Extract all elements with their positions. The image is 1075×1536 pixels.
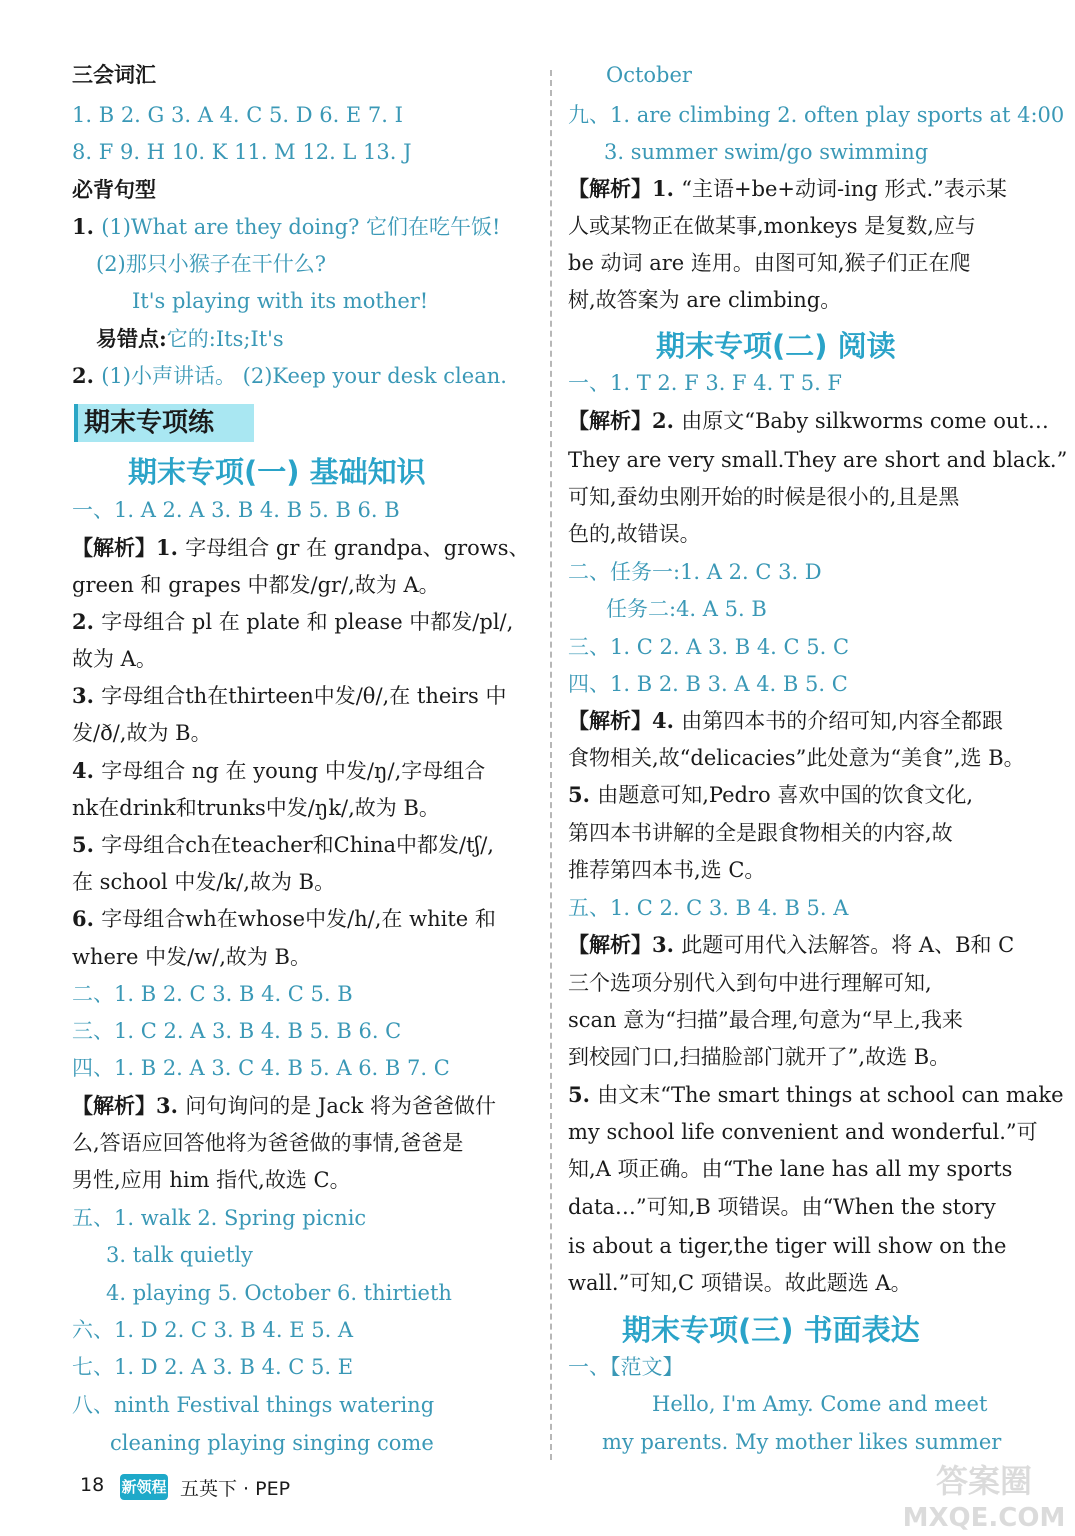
text-segment: scan 意为“扫描”最合理,句意为“早上,我来 <box>568 1008 963 1032</box>
text-line <box>96 251 326 277</box>
text-segment: They are very small.They are short and black.” <box>568 448 1068 472</box>
text-line <box>106 1242 253 1268</box>
text-line <box>72 1392 434 1418</box>
text-segment: 字母组合 gr 在 grandpa、grows、 <box>185 536 530 560</box>
text-line <box>72 572 440 598</box>
text-segment: 由文末“The smart things at school can make <box>597 1083 1064 1107</box>
text-segment: (1)What are they doing? 它们在吃午饭! <box>101 215 501 239</box>
text-segment: green 和 grapes 中都发/gr/,故为 A。 <box>72 573 440 597</box>
text-segment: 五、1. C 2. C 3. B 4. B 5. A <box>568 896 849 920</box>
text-segment: 字母组合 pl 在 plate 和 please 中都发/pl/, <box>101 610 514 634</box>
watermark-logo <box>898 1456 1070 1534</box>
text-segment: 6. <box>72 906 102 931</box>
text-line <box>72 832 494 858</box>
text-segment: 3. summer swim/go swimming <box>604 140 929 164</box>
text-segment: 问句询问的是 Jack 将为爸爸做什 <box>185 1094 497 1118</box>
text-segment: 2. <box>72 363 102 388</box>
text-segment: (1)小声讲话。 (2)Keep your desk clean. <box>101 364 507 388</box>
text-segment: 四、1. B 2. A 3. C 4. B 5. A 6. B 7. C <box>72 1056 450 1080</box>
text-segment: 故为 A。 <box>72 647 157 671</box>
text-line <box>568 1007 963 1033</box>
text-segment: my parents. My mother likes summer <box>602 1430 1002 1454</box>
text-line <box>568 1082 1064 1108</box>
text-line <box>568 1044 950 1070</box>
text-segment: 色的,故错误。 <box>568 522 701 546</box>
section-title-reading: 期末专项(二) 阅读 <box>656 329 896 363</box>
section-title-writing: 期末专项(三) 书面表达 <box>622 1313 920 1347</box>
text-line <box>72 1055 450 1081</box>
text-line <box>568 521 701 547</box>
text-segment: 必背句型 <box>72 177 156 202</box>
text-segment: 4. <box>72 758 102 783</box>
text-line <box>568 1354 684 1380</box>
text-line <box>568 634 849 660</box>
text-segment: 4. playing 5. October 6. thirtieth <box>106 1281 452 1305</box>
text-segment: 四、1. B 2. B 3. A 4. B 5. C <box>568 672 848 696</box>
section-title-basic: 期末专项(一) 基础知识 <box>128 455 426 489</box>
text-line <box>72 1167 351 1193</box>
text-segment: be 动词 are 连用。由图可知,猴子们正在爬 <box>568 251 971 275</box>
text-line <box>72 139 412 165</box>
text-segment: 它的:Its;It's <box>166 327 284 351</box>
text-segment: 1. <box>72 214 102 239</box>
text-line <box>568 745 1025 771</box>
text-segment: my school life convenient and wonderful.”可 <box>568 1120 1038 1144</box>
text-line <box>568 102 1064 128</box>
text-segment: 【解析】2. <box>568 408 682 433</box>
text-line <box>568 408 1049 434</box>
book-label: 五英下 · PEP <box>180 1478 291 1500</box>
text-segment: 三个选项分别代入到句中进行理解可知, <box>568 971 932 995</box>
text-segment: 六、1. D 2. C 3. B 4. E 5. A <box>72 1318 354 1342</box>
text-segment: 【解析】3. <box>568 932 682 957</box>
text-segment: 5. <box>568 782 598 807</box>
text-line <box>568 782 973 808</box>
text-line <box>72 214 500 240</box>
text-segment: 一、1. T 2. F 3. F 4. T 5. F <box>568 371 842 395</box>
text-line <box>72 497 400 523</box>
text-segment: 任务二:4. A 5. B <box>606 597 767 621</box>
text-line <box>568 559 822 585</box>
text-segment: 字母组合wh在whose中发/h/,在 white 和 <box>101 907 496 931</box>
text-segment: 由题意可知,Pedro 喜欢中国的饮食文化, <box>597 783 973 807</box>
text-line <box>568 932 1014 958</box>
text-line <box>604 139 928 165</box>
text-line <box>72 1205 366 1231</box>
text-segment: 5. <box>568 1082 598 1107</box>
column-divider <box>550 70 552 1460</box>
text-line <box>568 447 1067 473</box>
text-line <box>72 102 403 128</box>
text-segment: is about a tiger,the tiger will show on the <box>568 1234 1007 1258</box>
text-segment: cleaning playing singing come <box>110 1431 434 1455</box>
text-line <box>72 758 485 784</box>
text-line <box>72 906 496 932</box>
text-segment: 推荐第四本书,选 C。 <box>568 858 766 882</box>
text-segment: 八、ninth Festival things watering <box>72 1393 435 1417</box>
text-segment: 字母组合ch在teacher和China中都发/tʃ/, <box>101 833 494 857</box>
section-heading: 期末专项练 <box>74 404 254 442</box>
text-segment: 二、1. B 2. C 3. B 4. C 5. B <box>72 982 353 1006</box>
text-line <box>72 981 353 1007</box>
text-line <box>606 596 767 622</box>
text-segment: wall.”可知,C 项错误。故此题选 A。 <box>568 1271 912 1295</box>
text-segment: “主语+be+动词-ing 形式.”表示某 <box>681 177 1007 201</box>
text-segment: 一、 <box>72 498 114 522</box>
text-segment: data…”可知,B 项错误。由“When the story <box>568 1195 996 1219</box>
text-line <box>72 720 212 746</box>
text-line <box>72 1317 353 1343</box>
text-segment: 3. <box>72 683 102 708</box>
text-segment: 5. <box>72 832 102 857</box>
text-segment: 男性,应用 him 指代,故选 C。 <box>72 1168 351 1192</box>
text-segment: 字母组合th在thirteen中发/θ/,在 theirs 中 <box>101 684 507 708</box>
text-line <box>72 609 513 635</box>
text-line <box>568 671 848 697</box>
text-segment: 第四本书讲解的全是跟食物相关的内容,故 <box>568 821 953 845</box>
text-line <box>568 820 953 846</box>
text-segment: 知,A 项正确。由“The lane has all my sports <box>568 1157 1013 1181</box>
text-line <box>568 250 971 276</box>
text-line <box>606 62 692 88</box>
text-line <box>72 62 156 88</box>
text-segment: 五、1. walk 2. Spring picnic <box>72 1206 367 1230</box>
text-segment: 九、1. are climbing 2. often play sports at 4:00 <box>568 103 1065 127</box>
text-line <box>568 970 932 996</box>
text-segment: (2)那只小猴子在干什么? <box>96 252 327 276</box>
text-line <box>568 370 842 396</box>
text-line <box>72 646 157 672</box>
text-line <box>132 288 428 314</box>
svg-text:答案圈: 答案圈 <box>935 1462 1033 1500</box>
text-line <box>72 869 335 895</box>
text-segment: 字母组合 ng 在 young 中发/ŋ/,字母组合 <box>101 759 486 783</box>
text-line <box>72 177 156 203</box>
text-line <box>568 708 1003 734</box>
text-segment: 此题可用代入法解答。将 A、B和 C <box>681 933 1015 957</box>
text-segment: 2. <box>72 609 102 634</box>
brand-logo: 新领程 <box>120 1474 168 1500</box>
text-segment: 到校园门口,扫描脸部门就开了”,故选 B。 <box>568 1045 951 1069</box>
text-segment: 一、【范文】 <box>568 1355 684 1379</box>
text-segment: 易错点: <box>96 326 167 351</box>
text-line <box>568 1194 996 1220</box>
text-line <box>72 1354 353 1380</box>
text-segment: 发/ð/,故为 B。 <box>72 721 212 745</box>
text-segment: October <box>606 63 692 87</box>
text-segment: 三会词汇 <box>72 62 156 87</box>
text-line <box>72 535 530 561</box>
text-line <box>568 1119 1038 1145</box>
text-line <box>568 1270 912 1296</box>
text-line <box>72 944 311 970</box>
text-segment: 七、1. D 2. A 3. B 4. C 5. E <box>72 1355 354 1379</box>
text-line <box>568 213 976 239</box>
text-line <box>72 795 440 821</box>
text-segment: 【解析】3. <box>72 1093 186 1118</box>
text-line <box>568 895 848 921</box>
text-segment: 在 school 中发/k/,故为 B。 <box>72 870 336 894</box>
text-line <box>568 857 765 883</box>
text-line <box>72 1093 496 1119</box>
text-segment: 么,答语应回答他将为爸爸做的事情,爸爸是 <box>72 1131 464 1155</box>
text-line <box>106 1280 452 1306</box>
text-line <box>72 683 506 709</box>
text-segment: 三、1. C 2. A 3. B 4. B 5. B 6. C <box>72 1019 402 1043</box>
text-segment: 食物相关,故“delicacies”此处意为“美食”,选 B。 <box>568 746 1025 770</box>
text-line <box>602 1429 1001 1455</box>
text-line <box>568 484 959 510</box>
text-segment: 可知,蚕幼虫刚开始的时候是很小的,且是黑 <box>568 485 960 509</box>
text-segment: 人或某物正在做某事,monkeys 是复数,应与 <box>568 214 976 238</box>
text-segment: 1. B 2. G 3. A 4. C 5. D 6. E 7. I <box>72 103 403 127</box>
text-segment: 【解析】1. <box>568 176 682 201</box>
text-segment: where 中发/w/,故为 B。 <box>72 945 311 969</box>
text-segment: It's playing with its mother! <box>132 289 429 313</box>
text-segment: 三、1. C 2. A 3. B 4. C 5. C <box>568 635 850 659</box>
text-line <box>568 1233 1006 1259</box>
text-segment: 由第四本书的介绍可知,内容全都跟 <box>681 709 1003 733</box>
text-segment: 树,故答案为 are climbing。 <box>568 288 842 312</box>
text-segment: 3. talk quietly <box>106 1243 253 1267</box>
text-line <box>110 1430 434 1456</box>
page-number: 18 <box>80 1474 105 1496</box>
svg-text:MXQE.COM: MXQE.COM <box>902 1503 1066 1533</box>
text-segment: 1. A 2. A 3. B 4. B 5. B 6. B <box>114 498 400 522</box>
text-line <box>568 287 841 313</box>
text-segment: nk在drink和trunks中发/ŋk/,故为 B。 <box>72 796 440 820</box>
text-segment: Hello, I'm Amy. Come and meet <box>652 1392 988 1416</box>
text-line <box>568 1156 1012 1182</box>
text-segment: 8. F 9. H 10. K 11. M 12. L 13. J <box>72 140 412 164</box>
text-line <box>568 176 1007 202</box>
text-line <box>652 1391 987 1417</box>
text-line <box>96 326 284 352</box>
text-segment: 【解析】4. <box>568 708 682 733</box>
text-line <box>72 1018 401 1044</box>
text-segment: 二、任务一:1. A 2. C 3. D <box>568 560 822 584</box>
text-segment: 【解析】1. <box>72 535 186 560</box>
text-segment: 由原文“Baby silkworms come out… <box>681 409 1049 433</box>
text-line <box>72 1130 463 1156</box>
text-line <box>72 363 507 389</box>
